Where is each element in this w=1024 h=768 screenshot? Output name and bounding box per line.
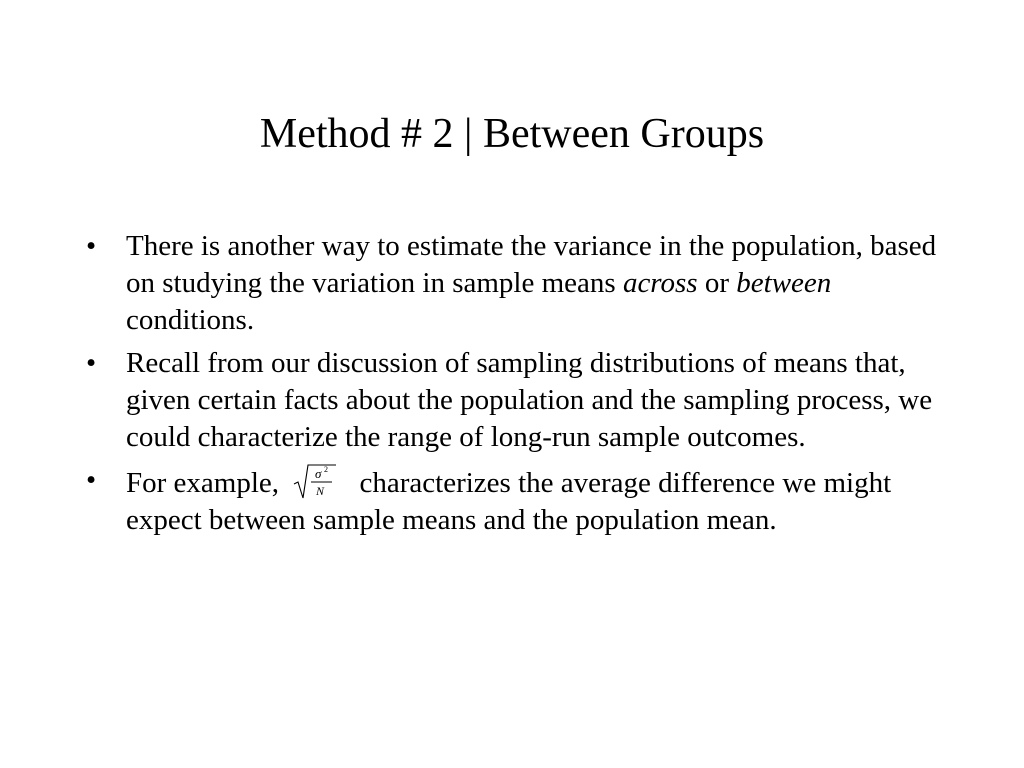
bullet-text: conditions. [126, 304, 255, 336]
bullet-item-variance [86, 228, 956, 339]
bullet-text: Recall from our discussion of sampling distributions of means that, given certain facts about the population and the sampling process, we could characterize the range of long-run sample outcomes. [126, 347, 933, 453]
bullet-text: For example, [126, 467, 287, 499]
formula-numerator: σ [315, 466, 322, 481]
standard-error-formula [292, 462, 342, 502]
bullet-item-example [86, 462, 956, 539]
bullet-text: characterizes the average difference we might expect between sample means and the population mean. [126, 467, 892, 536]
bullet-icon: • [86, 347, 97, 379]
bullet-list [86, 228, 956, 545]
slide-title: Method # 2 | Between Groups [259, 111, 765, 157]
bullet-text: There is another way to estimate the variance in the population, based on studying the variation in sample means [126, 230, 937, 299]
bullet-icon: • [86, 464, 97, 496]
bullet-icon: • [86, 230, 97, 262]
bullet-item-sampling [86, 345, 956, 456]
emphasis-across: across [622, 267, 698, 299]
formula-denominator: N [316, 484, 325, 498]
formula-exponent: 2 [324, 465, 329, 474]
emphasis-between: between [736, 267, 832, 299]
formula-graphic [292, 462, 342, 502]
bullet-text: or [697, 267, 737, 299]
